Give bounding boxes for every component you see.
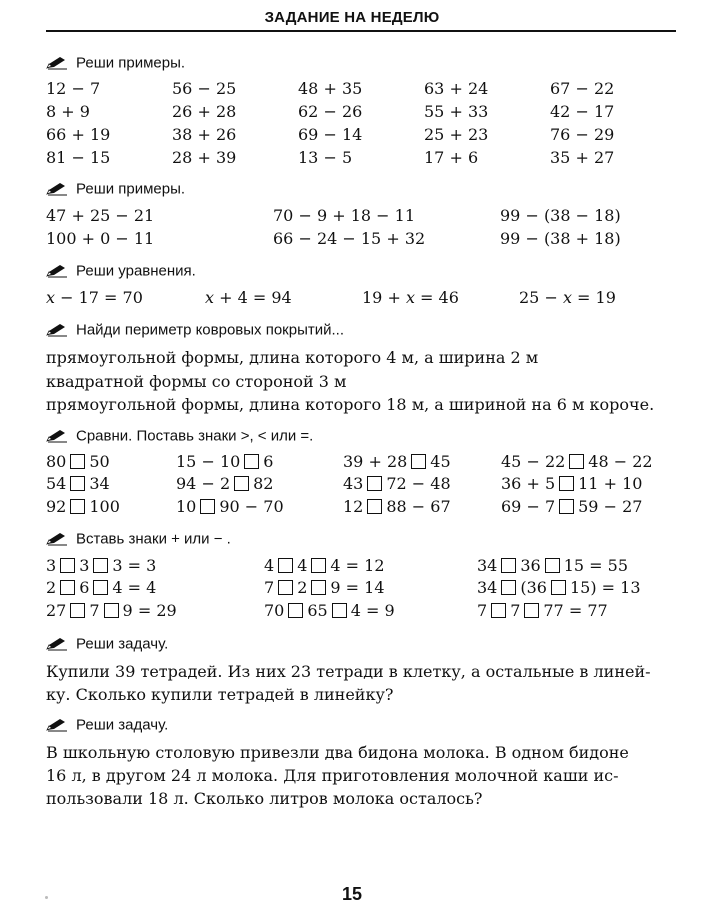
pencil-icon	[46, 637, 68, 651]
pencil-icon	[46, 182, 68, 196]
answer-box[interactable]	[545, 558, 560, 573]
answer-box[interactable]	[60, 558, 75, 573]
example: 26 + 28	[172, 102, 237, 121]
answer-box[interactable]	[60, 580, 75, 595]
example: 8 + 9	[46, 102, 90, 121]
equation: x + 4 = 94	[205, 288, 292, 307]
answer-box[interactable]	[278, 558, 293, 573]
answer-box[interactable]	[501, 580, 516, 595]
example: 99 − (38 − 18)	[500, 206, 621, 225]
example: 13 − 5	[298, 148, 353, 167]
answer-box[interactable]	[501, 558, 516, 573]
example: 62 − 26	[298, 102, 363, 121]
example: 63 + 24	[424, 79, 489, 98]
example: 67 − 22	[550, 79, 615, 98]
example: 35 + 27	[550, 148, 615, 167]
answer-box[interactable]	[234, 476, 249, 491]
sign-item: 4 4 4 = 12	[264, 556, 385, 575]
answer-box[interactable]	[551, 580, 566, 595]
example: 17 + 6	[424, 148, 479, 167]
section-heading: Реши уравнения.	[46, 262, 196, 280]
answer-box[interactable]	[70, 499, 85, 514]
answer-box[interactable]	[200, 499, 215, 514]
answer-box[interactable]	[278, 580, 293, 595]
section-heading: Найди периметр ковровых покрытий...	[46, 321, 344, 339]
compare-item: 69 − 7 59 − 27	[501, 497, 643, 516]
answer-box[interactable]	[288, 603, 303, 618]
section-heading: Вставь знаки + или − .	[46, 530, 231, 548]
answer-box[interactable]	[524, 603, 539, 618]
example: 28 + 39	[172, 148, 237, 167]
answer-box[interactable]	[559, 476, 574, 491]
sign-item: 27 7 9 = 29	[46, 601, 177, 620]
example: 81 − 15	[46, 148, 111, 167]
text-line: В школьную столовую привезли два бидона молока. В одном бидоне	[46, 743, 629, 762]
text-line: прямоугольной формы, длина которого 4 м, а ширина 2 м	[46, 348, 539, 367]
text-line: прямоугольной формы, длина которого 18 м, а шириной на 6 м короче.	[46, 395, 655, 414]
compare-item: 36 + 5 11 + 10	[501, 474, 643, 493]
answer-box[interactable]	[70, 454, 85, 469]
example: 76 − 29	[550, 125, 615, 144]
example: 25 + 23	[424, 125, 489, 144]
compare-item: 80 50	[46, 452, 110, 471]
compare-item: 10 90 − 70	[176, 497, 284, 516]
example: 66 − 24 − 15 + 32	[273, 229, 426, 248]
compare-item: 15 − 10 6	[176, 452, 274, 471]
pencil-icon	[46, 323, 68, 337]
example: 70 − 9 + 18 − 11	[273, 206, 415, 225]
pencil-icon	[46, 532, 68, 546]
header-divider	[46, 30, 676, 32]
example: 48 + 35	[298, 79, 363, 98]
answer-box[interactable]	[367, 499, 382, 514]
answer-box[interactable]	[569, 454, 584, 469]
answer-box[interactable]	[491, 603, 506, 618]
example: 47 + 25 − 21	[46, 206, 155, 225]
section-heading: Сравни. Поставь знаки >, < или =.	[46, 427, 313, 445]
text-line: квадратной формы со стороной 3 м	[46, 372, 347, 391]
example: 66 + 19	[46, 125, 111, 144]
compare-item: 39 + 28 45	[343, 452, 451, 471]
answer-box[interactable]	[311, 558, 326, 573]
sign-item: 34 (36 15) = 13	[477, 578, 641, 597]
text-line: Купили 39 тетрадей. Из них 23 тетради в клетку, а остальные в линей-	[46, 662, 651, 681]
answer-box[interactable]	[104, 603, 119, 618]
compare-item: 54 34	[46, 474, 110, 493]
example: 42 − 17	[550, 102, 615, 121]
pencil-icon	[46, 429, 68, 443]
compare-item: 94 − 2 82	[176, 474, 274, 493]
page-number: 15	[341, 884, 363, 904]
pencil-icon	[46, 56, 68, 70]
example: 12 − 7	[46, 79, 101, 98]
compare-item: 45 − 22 48 − 22	[501, 452, 653, 471]
example: 56 − 25	[172, 79, 237, 98]
example: 38 + 26	[172, 125, 237, 144]
answer-box[interactable]	[244, 454, 259, 469]
answer-box[interactable]	[70, 603, 85, 618]
example: 55 + 33	[424, 102, 489, 121]
pencil-icon	[46, 264, 68, 278]
answer-box[interactable]	[411, 454, 426, 469]
answer-box[interactable]	[311, 580, 326, 595]
answer-box[interactable]	[70, 476, 85, 491]
sign-item: 3 3 3 = 3	[46, 556, 157, 575]
section-heading: Реши задачу.	[46, 716, 168, 734]
pencil-icon	[46, 718, 68, 732]
equation: 19 + x = 46	[362, 288, 459, 307]
sign-item: 34 36 15 = 55	[477, 556, 629, 575]
example: 100 + 0 − 11	[46, 229, 155, 248]
answer-box[interactable]	[93, 580, 108, 595]
text-line: ку. Сколько купили тетрадей в линейку?	[46, 685, 394, 704]
text-line: пользовали 18 л. Сколько литров молока осталось?	[46, 789, 483, 808]
sign-item: 2 6 4 = 4	[46, 578, 157, 597]
answer-box[interactable]	[559, 499, 574, 514]
sign-item: 7 7 77 = 77	[477, 601, 608, 620]
equation: x − 17 = 70	[46, 288, 143, 307]
sign-item: 70 65 4 = 9	[264, 601, 395, 620]
sign-item: 7 2 9 = 14	[264, 578, 385, 597]
section-heading: Реши примеры.	[46, 54, 185, 72]
section-heading: Реши задачу.	[46, 635, 168, 653]
equation: 25 − x = 19	[519, 288, 616, 307]
text-line: 16 л, в другом 24 л молока. Для приготовления молочной каши ис-	[46, 766, 619, 785]
compare-item: 12 88 − 67	[343, 497, 451, 516]
compare-item: 43 72 − 48	[343, 474, 451, 493]
example: 69 − 14	[298, 125, 363, 144]
compare-item: 92 100	[46, 497, 120, 516]
answer-box[interactable]	[332, 603, 347, 618]
example: 99 − (38 + 18)	[500, 229, 621, 248]
section-heading: Реши примеры.	[46, 180, 185, 198]
answer-box[interactable]	[367, 476, 382, 491]
page-title: ЗАДАНИЕ НА НЕДЕЛЮ	[264, 9, 440, 26]
answer-box[interactable]	[93, 558, 108, 573]
